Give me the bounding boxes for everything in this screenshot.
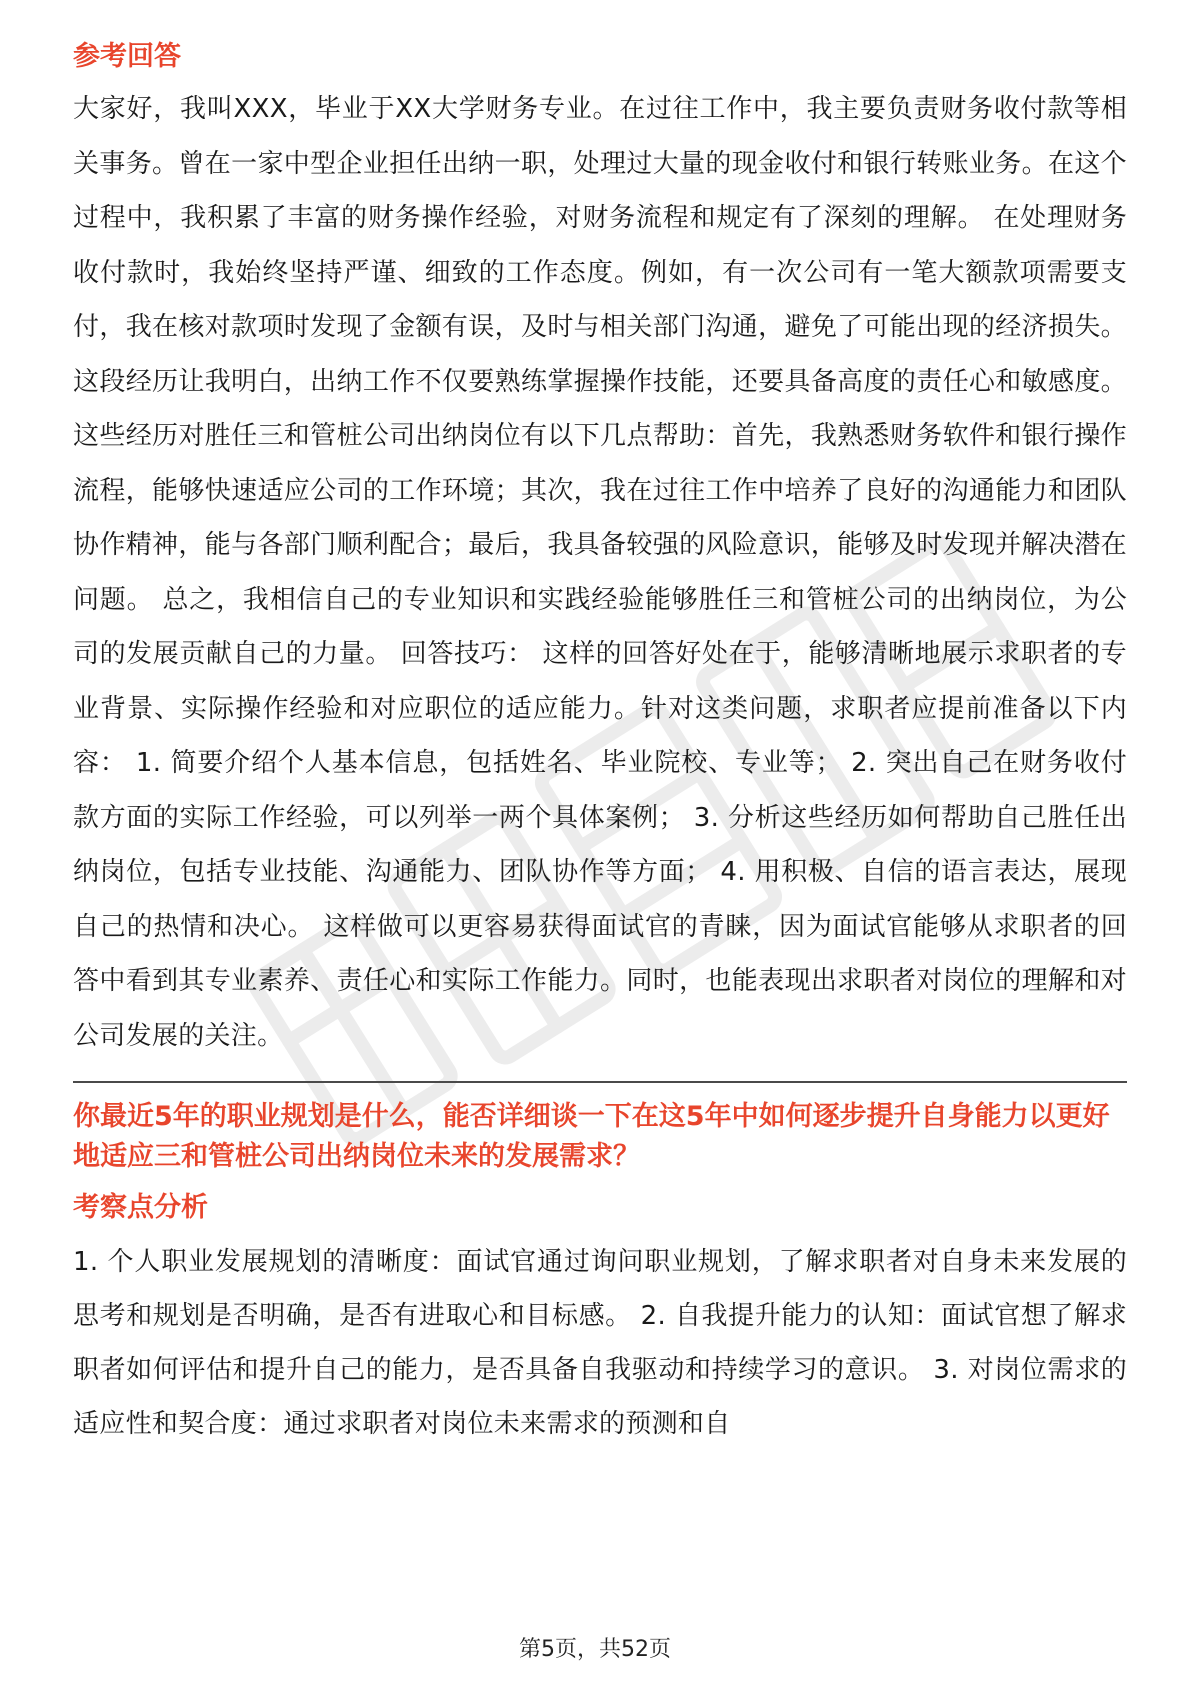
reference-answer-heading: 参考回答 bbox=[73, 41, 181, 72]
analysis-text: 1. 个人职业发展规划的清晰度：面试官通过询问职业规划，了解求职者对自身未来发展的思考和规划是否明确，是否有进取心和目标感。 2. 自我提升能力的认知：面试官想了解求职者如何评估和提升自己的能力，是否具备自我驱动和持续学习的意识。 3. 对岗位需求的适应性和契合度：通过求职者对岗位未来需求的预测和自 bbox=[73, 1247, 1127, 1439]
interview-question: 你最近5年的职业规划是什么，能否详细谈一下在这5年中如何逐步提升自身能力以更好地适应三和管桩公司出纳岗位未来的发展需求？ bbox=[73, 1101, 1110, 1172]
page-content bbox=[73, 40, 1127, 1451]
reference-answer-text: 大家好，我叫XXX，毕业于XX大学财务专业。在过往工作中，我主要负责财务收付款等相关事务。曾在一家中型企业担任出纳一职，处理过大量的现金收付和银行转账业务。在这个过程中，我积累了丰富的财务操作经验，对财务流程和规定有了深刻的理解。 在处理财务收付款时，我始终坚持严谨、细致的工作态度。例如，有一次公司有一笔大额款项需要支付，我在核对款项时发现了金额有误，及时与相关部门沟通，避免了可能出现的经济损失。这段经历让我明白，出纳工作不仅要熟练掌握操作技能，还要具备高度的责任心和敏感度。 这些经历对胜任三和管桩公司出纳岗位有以下几点帮助：首先，我熟悉财务软件和银行操作流程，能够快速适应公司的工作环境；其次，我在过往工作中培养了良好的沟通能力和团队协作精神，能与各部门顺利配合；最后，我具备较强的风险意识，能够及时发现并解决潜在问题。 总之，我相信自己的专业知识和实践经验能够胜任三和管桩公司的出纳岗位，为公司的发展贡献自己的力量。 回答技巧： 这样的回答好处在于，能够清晰地展示求职者的专业背景、实际操作经验和对应职位的适应能力。针对这类问题，求职者应提前准备以下内容： 1. 简要介绍个人基本信息，包括姓名、毕业院校、专业等； 2. 突出自己在财务收付款方面的实际工作经验，可以列举一两个具体案例； 3. 分析这些经历如何帮助自己胜任出纳岗位，包括专业技能、沟通能力、团队协作等方面； 4. 用积极、自信的语言表达，展现自己的热情和决心。 这样做可以更容易获得面试官的青睐，因为面试官能够从求职者的回答中看到其专业素养、责任心和实际工作能力。同时，也能表现出求职者对岗位的理解和对公司发展的关注。 bbox=[73, 94, 1127, 1051]
page-number: 第5页，共52页 bbox=[519, 1637, 671, 1662]
section-divider bbox=[73, 1081, 1127, 1083]
analysis-heading: 考察点分析 bbox=[73, 1192, 208, 1223]
